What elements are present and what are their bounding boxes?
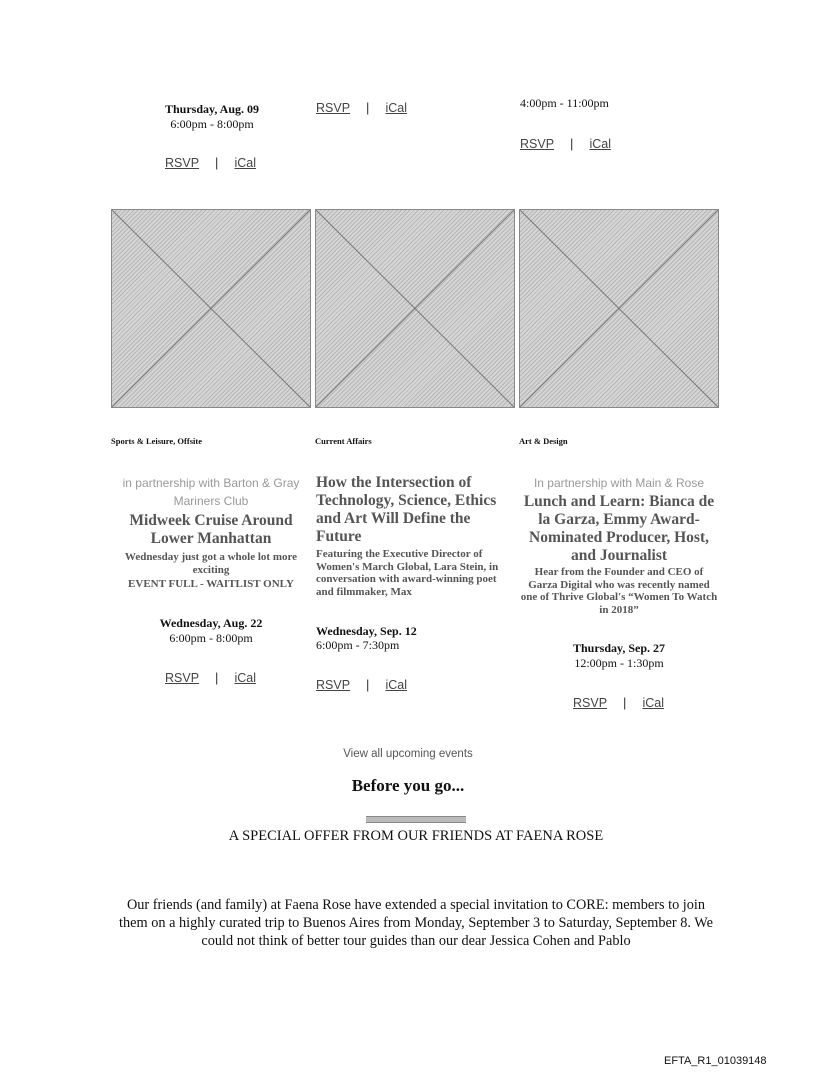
- event-title[interactable]: Lunch and Learn: Bianca de la Garza, Emmy Award-Nominated Producer, Host, and Journalist: [523, 493, 715, 564]
- ical-link[interactable]: iCal: [385, 677, 407, 692]
- ical-link[interactable]: iCal: [234, 155, 256, 170]
- event-time: 6:00pm - 8:00pm: [170, 117, 254, 131]
- divider-image: [366, 816, 466, 823]
- event-time: 6:00pm - 7:30pm: [316, 638, 400, 652]
- offer-body: Our friends (and family) at Faena Rose have extended a special invitation to CORE: members to join them on a highly curated trip to Buenos Aires from Monday, September 3 to Saturday, September 8. We could not think of better tour guides than our dear Jessica Cohen and Pablo: [119, 897, 713, 949]
- event-time: 12:00pm - 1:30pm: [574, 656, 664, 670]
- document-id: EFTA_R1_01039148: [664, 1055, 767, 1067]
- event-card: [316, 474, 516, 598]
- event-date: Thursday, Sep. 27: [572, 641, 666, 655]
- broken-image-icon: [316, 210, 514, 407]
- event-category: Current Affairs: [315, 436, 372, 446]
- rsvp-link[interactable]: RSVP: [165, 670, 200, 685]
- ical-link[interactable]: iCal: [385, 100, 407, 115]
- event-time: 6:00pm - 8:00pm: [169, 631, 253, 645]
- event-description: Wednesday just got a whole lot more exciting: [124, 551, 298, 576]
- before-you-go-heading: Before you go...: [351, 776, 465, 795]
- view-all-events-link[interactable]: View all upcoming events: [343, 748, 473, 760]
- rsvp-link[interactable]: RSVP: [316, 100, 351, 115]
- event-date: Wednesday, Sep. 12: [316, 624, 417, 638]
- link-separator: |: [366, 677, 370, 692]
- rsvp-link[interactable]: RSVP: [316, 677, 351, 692]
- event-description: Hear from the Founder and CEO of Garza Digital who was recently named one of Thrive Global's “Women To Watch in 2018”: [520, 566, 718, 616]
- event-partner: in partnership with Barton & Gray Mariners Club: [122, 476, 300, 508]
- event-links: [165, 155, 256, 170]
- event-category: Sports & Leisure, Offsite: [111, 436, 202, 446]
- ical-link[interactable]: iCal: [642, 695, 664, 710]
- event-partner: In partnership with Main & Rose: [533, 476, 705, 490]
- event-image-placeholder[interactable]: [111, 209, 311, 408]
- link-separator: |: [570, 136, 574, 151]
- event-links: [165, 670, 256, 685]
- event-category: Art & Design: [519, 436, 568, 446]
- ical-link[interactable]: iCal: [589, 136, 611, 151]
- event-date: Thursday, Aug. 09: [164, 102, 260, 116]
- ical-link[interactable]: iCal: [234, 670, 256, 685]
- event-links: [316, 677, 407, 692]
- event-links: [520, 136, 611, 151]
- link-separator: |: [215, 670, 219, 685]
- event-card: [111, 474, 311, 591]
- broken-image-icon: [112, 210, 310, 407]
- event-links: [573, 695, 664, 710]
- link-separator: |: [623, 695, 627, 710]
- event-description: Featuring the Executive Director of Women's March Global, Lara Stein, in conversation with award-winning poet and filmmaker, Max: [316, 548, 499, 598]
- event-links: [316, 100, 407, 115]
- event-status-note: EVENT FULL - WAITLIST ONLY: [128, 578, 294, 590]
- link-separator: |: [215, 155, 219, 170]
- event-title[interactable]: How the Intersection of Technology, Science, Ethics and Art Will Define the Future: [316, 474, 497, 545]
- offer-heading: A SPECIAL OFFER FROM OUR FRIENDS AT FAENA ROSE: [228, 828, 604, 844]
- event-image-placeholder[interactable]: [519, 209, 719, 408]
- event-time: 4:00pm - 11:00pm: [520, 96, 609, 110]
- event-title[interactable]: Midweek Cruise Around Lower Manhattan: [129, 512, 293, 547]
- event-date: Wednesday, Aug. 22: [159, 616, 263, 630]
- link-separator: |: [366, 100, 370, 115]
- event-card: [519, 474, 719, 616]
- rsvp-link[interactable]: RSVP: [165, 155, 200, 170]
- event-image-placeholder[interactable]: [315, 209, 515, 408]
- rsvp-link[interactable]: RSVP: [573, 695, 608, 710]
- broken-image-icon: [520, 210, 718, 407]
- rsvp-link[interactable]: RSVP: [520, 136, 555, 151]
